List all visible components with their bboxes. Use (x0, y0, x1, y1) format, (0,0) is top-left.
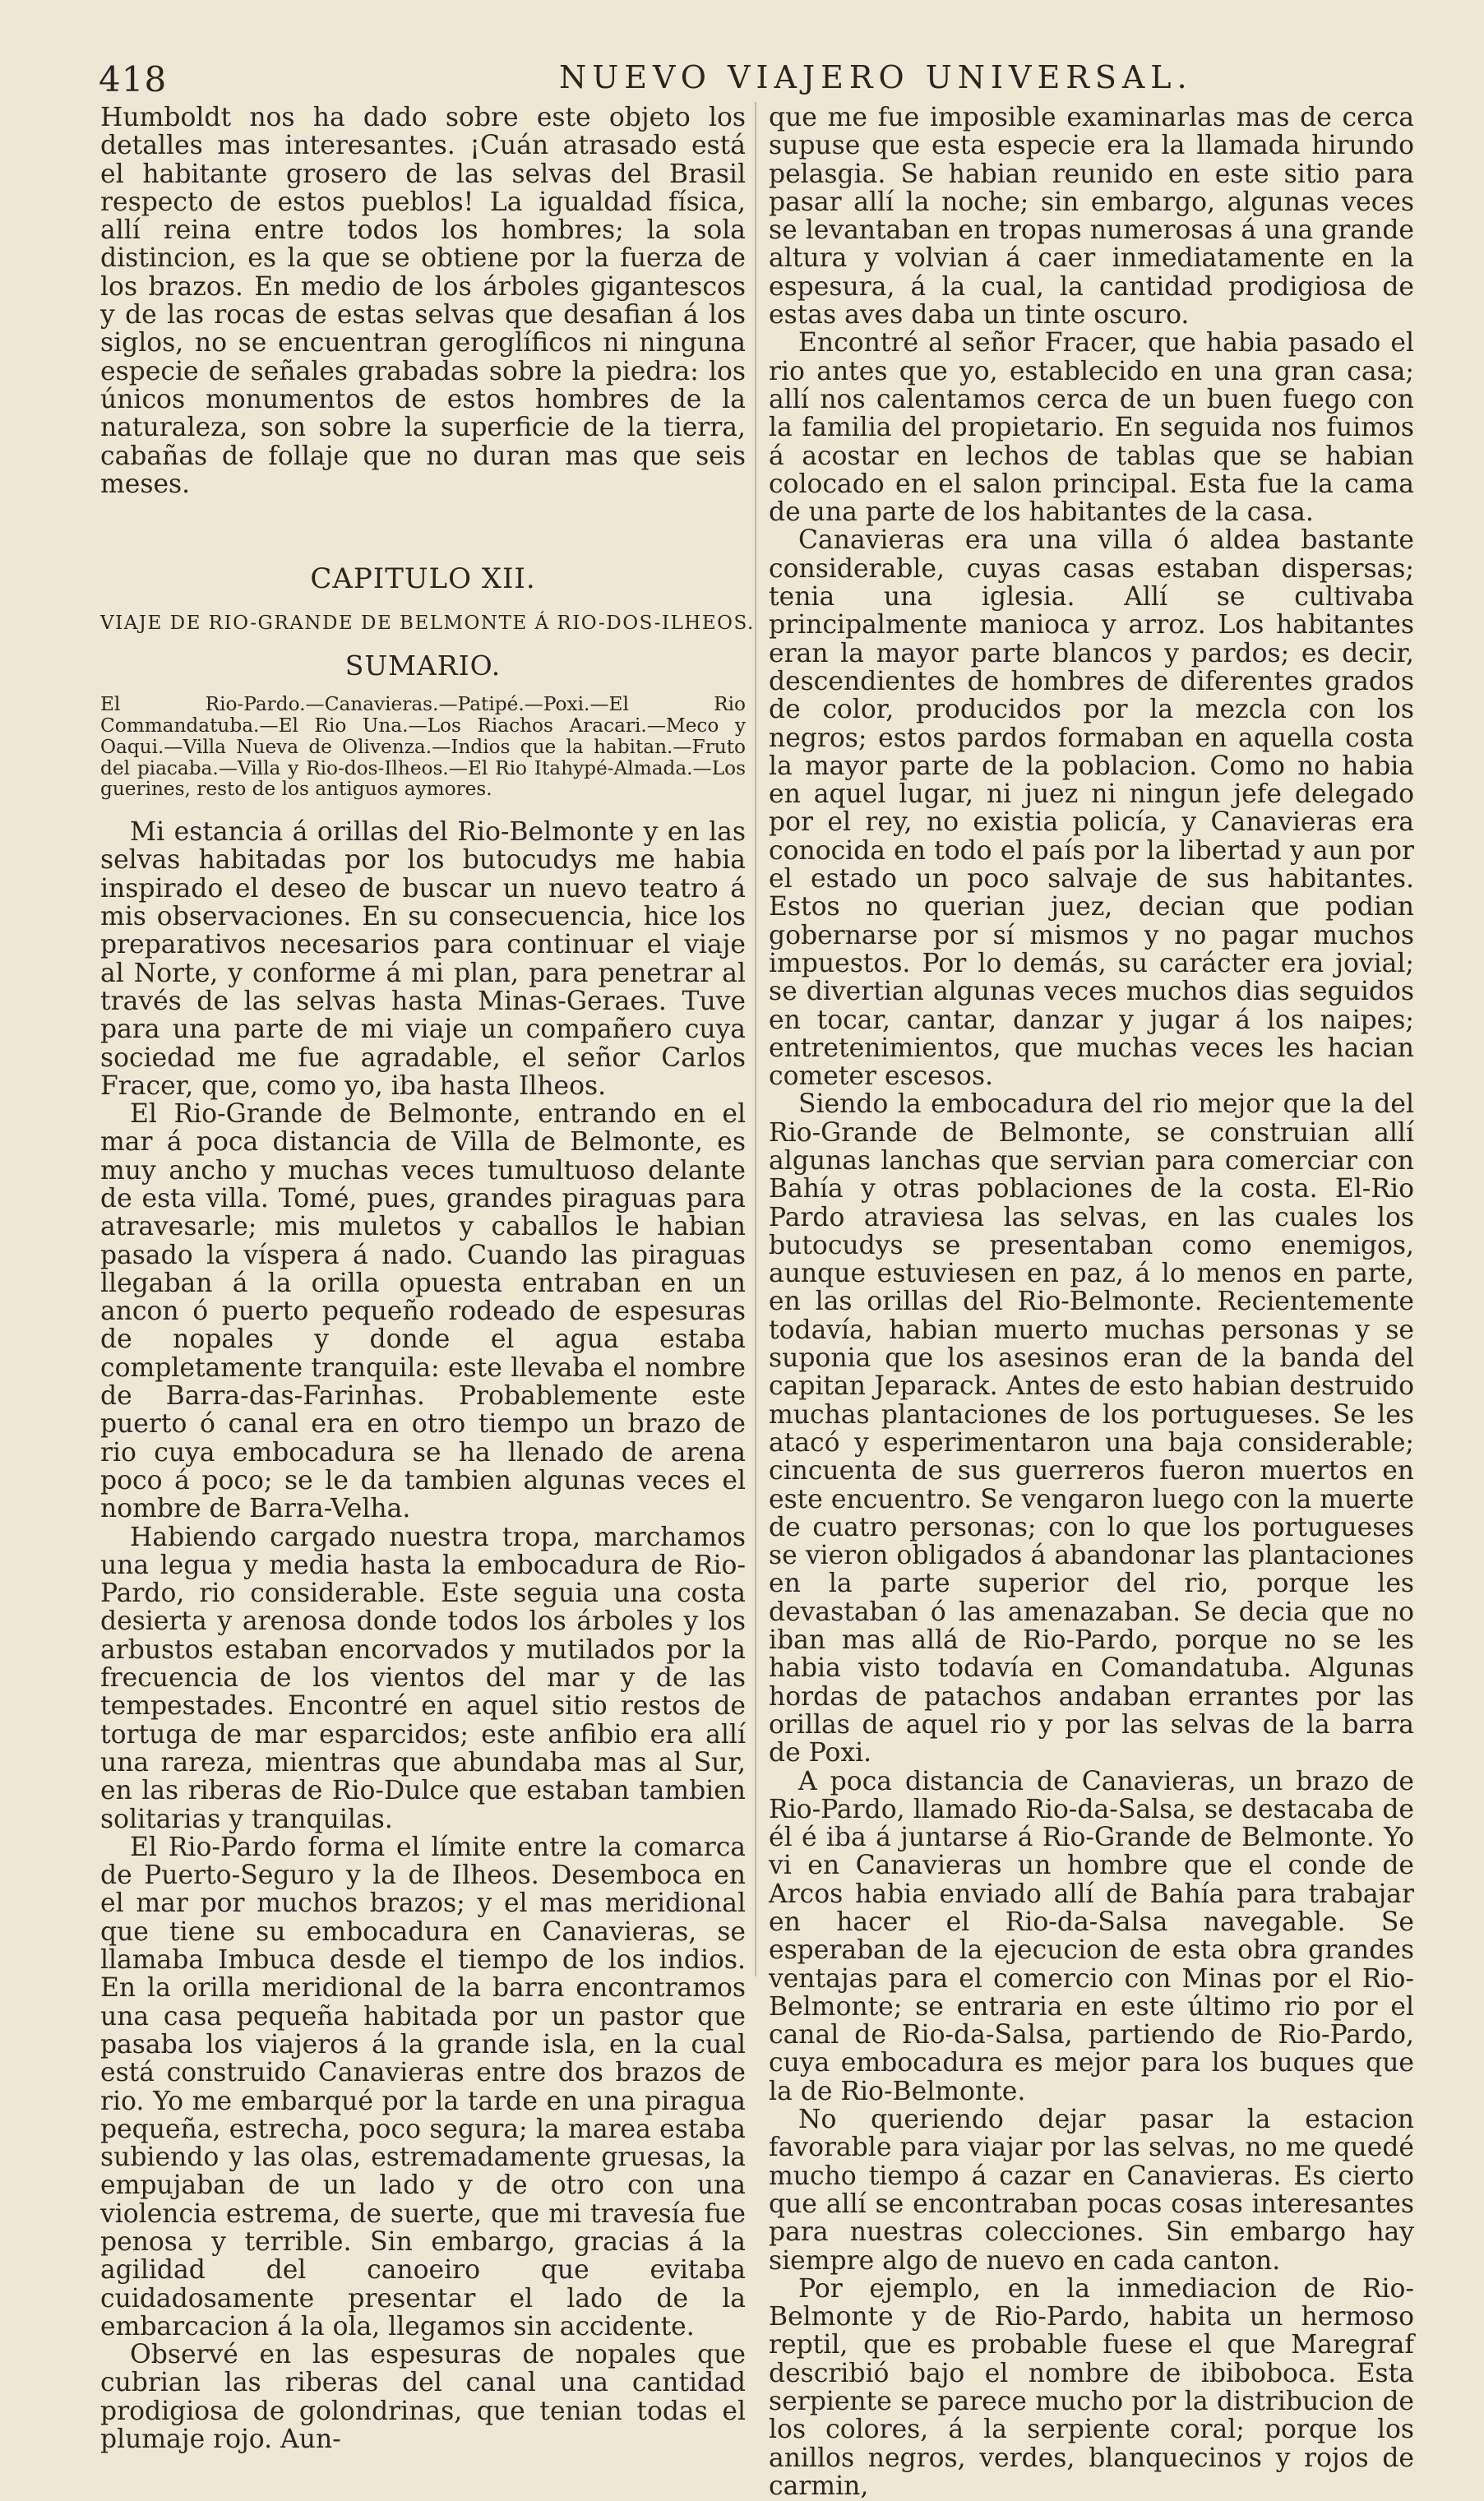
column-divider (755, 102, 756, 1976)
summary-heading: SUMARIO. (344, 650, 502, 682)
paragraph: Canavieras era una villa ó aldea bastante considerable, cuyas casas estaban dispersas; tenia una iglesia. Allí se cultivaba principalmente manioca y arroz. Los habitantes eran la mayor parte blancos y pardos; es decir, descendientes de hombres de diferentes grados de color, producidos por la mezcla con los negros; estos pardos formaban en aquella costa la mayor parte de la poblacion. Como no habia en aquel lugar, ni juez ni ningun jefe delegado por el rey, no existia policía, y Canavieras era conocida en todo el país por la libertad y aun por el estado un poco salvaje de sus habitantes. Estos no querian juez, decian que podian gobernarse por sí mismos y no pagar muchos impuestos. Por lo demás, su carácter era jovial; se divertian algunas veces muchos dias seguidos en tocar, cantar, danzar y jugar á los naipes; entretenimientos, que muchas veces les hacian cometer escesos. (769, 525, 1414, 1092)
page-number: 418 (99, 59, 168, 99)
running-title: NUEVO VIAJERO UNIVERSAL. (559, 59, 1193, 95)
paragraph: No queriendo dejar pasar la estacion favorable para viajar por las selvas, no me quedé mucho tiempo á cazar en Canavieras. Es cierto que allí se encontraban pocas cosas interesantes para nuestras colecciones. Sin embargo hay siempre algo de nuevo en cada canton. (769, 2105, 1414, 2276)
paragraph: que me fue imposible examinarlas mas de cerca supuse que esta especie era la llamada hirundo pelasgia. Se habian reunido en este sitio para pasar allí la noche; sin embargo, algunas veces se levantaban en tropas numerosas á una grande altura y volvian á caer inmediatamente en la espesura, á la cual, la cantidad prodigiosa de estas aves daba un tinte oscuro. (769, 103, 1414, 331)
paragraph: Observé en las espesuras de nopales que cubrian las riberas del canal una cantidad prodigiosa de golondrinas, que tenian todas el plumaje rojo. Aun- (100, 2340, 746, 2455)
left-column (100, 103, 755, 2455)
paragraph: Encontré al señor Fracer, que habia pasado el rio antes que yo, establecido en una gran casa; allí nos calentamos cerca de un buen fuego con la familia del propietario. En seguida nos fuimos á acostar en lechos de tablas que se habian colocado en el salon principal. Esta fue la cama de una parte de los habitantes de la casa. (769, 328, 1414, 528)
paragraph: Por ejemplo, en la inmediacion de Rio-Belmonte y de Rio-Pardo, habita un hermoso reptil, que es probable fuese el que Maregraf describió bajo el nombre de ibiboboca. Esta serpiente se parece mucho por la distribucion de los colores, á la serpiente coral; porque los anillos negros, verdes, blanquecinos y rojos de carmin, (769, 2273, 1414, 2501)
right-column (769, 104, 1414, 2500)
chapter-title: CAPITULO XII. (310, 562, 536, 596)
chapter-subtitle: VIAJE DE RIO-GRANDE DE BELMONTE Á RIO-DOS-ILHEOS. (100, 613, 755, 635)
page-header (99, 59, 1414, 105)
paragraph: El Rio-Grande de Belmonte, entrando en el mar á poca distancia de Villa de Belmonte, es muy ancho y muchas veces tumultuoso delante de esta villa. Tomé, pues, grandes piraguas para atravesarle; mis muletos y caballos le habian pasado la víspera á nado. Cuando las piraguas llegaban á la orilla opuesta entraban en un ancon ó puerto pequeño rodeado de espesuras de nopales y donde el agua estaba completamente tranquila: este llevaba el nombre de Barra-das-Farinhas. Probablemente este puerto ó canal era en otro tiempo un brazo de rio cuya embocadura se ha llenado de arena poco á poco; se le da tambien algunas veces el nombre de Barra-Velha. (100, 1099, 746, 1524)
intro-paragraph: Humboldt nos ha dado sobre este objeto los detalles mas interesantes. ¡Cuán atrasado está el habitante grosero de las selvas del Brasil respecto de estos pueblos! La igualdad física, allí reina entre todos los hombres; la sola distincion, es la que se obtiene por la fuerza de los brazos. En medio de los árboles gigantescos y de las rocas de estas selvas que desafian á los siglos, no se encuentran geroglíficos ni ninguna especie de señales grabadas sobre la piedra: los únicos monumentos de estos hombres de la naturaleza, son sobre la superficie de la tierra, cabañas de follaje que no duran mas que seis meses. (100, 103, 746, 499)
paragraph: Mi estancia á orillas del Rio-Belmonte y en las selvas habitadas por los butocudys me habia inspirado el deseo de buscar un nuevo teatro á mis observaciones. En su consecuencia, hice los preparativos necesarios para continuar el viaje al Norte, y conforme á mi plan, para penetrar al través de las selvas hasta Minas-Geraes. Tuve para una parte de mi viaje un compañero cuya sociedad me fue agradable, el señor Carlos Fracer, que, como yo, iba hasta Ilheos. (100, 817, 746, 1101)
paragraph: A poca distancia de Canavieras, un brazo de Rio-Pardo, llamado Rio-da-Salsa, se destacaba de él é iba á juntarse á Rio-Grande de Belmonte. Yo vi en Canavieras un hombre que el conde de Arcos habia enviado allí de Bahía para trabajar en hacer el Rio-da-Salsa navegable. Se esperaban de la ejecucion de esta obra grandes ventajas para el comercio con Minas por el Rio-Belmonte; se entraria en este último rio por el canal de Rio-da-Salsa, partiendo de Rio-Pardo, cuya embocadura es mejor para los buques que la de Rio-Belmonte. (769, 1766, 1414, 2106)
summary-text: El Rio-Pardo.—Canavieras.—Patipé.—Poxi.—El Rio Commandatuba.—El Rio Una.—Los Riachos Aracari.—Meco y Oaqui.—Villa Nueva de Olivenza.—Indios que la habitan.—Fruto del piacaba.—Villa y Rio-dos-Ilheos.—El Rio Itahypé-Almada.—Los guerines, resto de los antiguos aymores. (100, 693, 746, 801)
paragraph: El Rio-Pardo forma el límite entre la comarca de Puerto-Seguro y la de Ilheos. Desemboca en el mar por muchos brazos; y el mas meridional que tiene su embocadura en Canavieras, se llamaba Imbuca desde el tiempo de los indios. En la orilla meridional de la barra encontramos una casa pequeña habitada por un pastor que pasaba los viajeros á la grande isla, en la cual está construido Canavieras entre dos brazos de rio. Yo me embarqué por la tarde en una piragua pequeña, estrecha, poco segura; la marea estaba subiendo y las olas, estremadamente gruesas, la empujaban de un lado y de otro con una violencia estrema, de suerte, que mi travesía fue penosa y terrible. Sin embargo, gracias á la agilidad del canoeiro que evitaba cuidadosamente presentar el lado de la embarcacion á la ola, llegamos sin accidente. (100, 1832, 746, 2342)
paragraph: Habiendo cargado nuestra tropa, marchamos una legua y media hasta la embocadura de Rio-Pardo, rio considerable. Este seguia una costa desierta y arenosa donde todos los árboles y los arbustos estaban encorvados y mutilados por la frecuencia de los vientos del mar y de las tempestades. Encontré en aquel sitio restos de tortuga de mar esparcidos; este anfibio era allí una rareza, mientras que abundaba mas al Sur, en las riberas de Rio-Dulce que estaban tambien solitarias y tranquilas. (100, 1522, 746, 1834)
paragraph: Siendo la embocadura del rio mejor que la del Rio-Grande de Belmonte, se construian allí algunas lanchas que servian para comerciar con Bahía y otras poblaciones de la costa. El-Rio Pardo atraviesa las selvas, en las cuales los butocudys se presentaban como enemigos, aunque estuviesen en paz, á lo menos en parte, en las orillas del Rio-Belmonte. Recientemente todavía, habian muerto muchas personas y se suponia que los asesinos eran de la banda del capitan Jeparack. Antes de esto habian destruido muchas plantaciones de los portugueses. Se les atacó y esperimentaron una baja considerable; cincuenta de sus guerreros fueron muertos en este encuentro. Se vengaron luego con la muerte de cuatro personas; con lo que los portugueses se vieron obligados á abandonar las plantaciones en la parte superior del rio, porque les devastaban ó las amenazaban. Se decia que no iban mas allá de Rio-Pardo, porque no se les habia visto todavía en Comandatuba. Algunas hordas de patachos andaban errantes por las orillas de aquel rio y por las selvas de la barra de Poxi. (769, 1089, 1414, 1768)
